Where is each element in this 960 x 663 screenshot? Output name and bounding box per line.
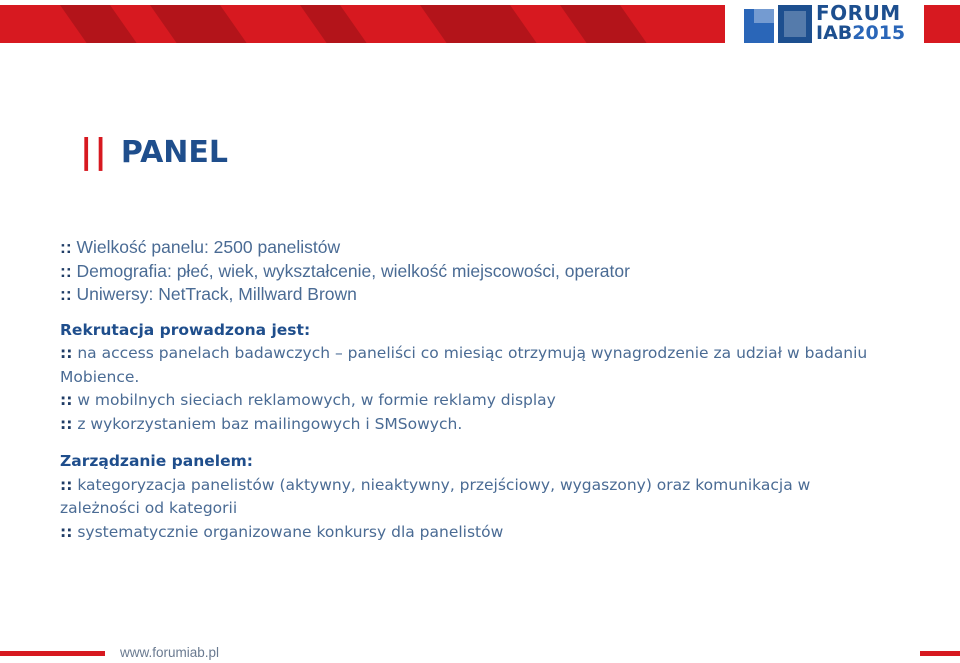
logo-line2-prefix: IAB	[816, 22, 853, 44]
bullet-marker: ::	[60, 237, 72, 257]
bullet-marker: ::	[60, 414, 73, 433]
list-item-text: na access panelach badawczych – paneliści co miesiąc otrzymują wynagrodzenie za udział w badaniu Mobience.	[60, 344, 868, 386]
management-title: Zarządzanie panelem:	[60, 452, 253, 470]
bullet-marker: ::	[60, 391, 73, 409]
list-item-text: Demografia: płeć, wiek, wykształcenie, wielkość miejscowości, operator	[71, 260, 630, 281]
list-item	[60, 389, 880, 413]
footer-red-bar-left	[0, 651, 105, 656]
list-item	[60, 236, 880, 260]
banner-stripe	[300, 5, 367, 43]
footer-red-bar-right	[920, 651, 960, 656]
list-item-text: w mobilnych sieciach reklamowych, w formie reklamy display	[72, 391, 556, 409]
bullet-marker: ::	[60, 522, 73, 541]
slide-heading	[80, 132, 228, 172]
banner-stripe	[60, 5, 137, 43]
list-item-text: Uniwersy: NetTrack, Millward Brown	[71, 284, 357, 304]
logo-text	[816, 3, 905, 43]
heading-marker: ||	[80, 132, 109, 172]
spacer	[60, 307, 880, 319]
banner-stripe	[150, 5, 247, 43]
footer-url: www.forumiab.pl	[120, 645, 220, 660]
recruitment-title: Rekrutacja prowadzona jest:	[60, 320, 311, 339]
list-item	[60, 521, 880, 545]
list-item	[60, 260, 880, 284]
forum-iab-logo-mark-icon	[744, 5, 812, 43]
forum-iab-logo	[744, 1, 960, 47]
list-item-text: Wielkość panelu: 2500 panelistów	[71, 237, 341, 257]
bullet-marker: ::	[60, 260, 72, 281]
logo-red-bar	[924, 5, 960, 43]
bullet-marker: ::	[60, 475, 73, 494]
list-item-text: z wykorzystaniem baz mailingowych i SMSowych.	[72, 414, 463, 433]
management-section	[60, 450, 880, 544]
list-item	[60, 283, 880, 307]
bullet-marker: ::	[60, 344, 73, 362]
intro-list	[60, 236, 880, 307]
list-item-text: kategoryzacja panelistów (aktywny, nieaktywny, przejściowy, wygaszony) oraz komunikacja w zależności od kategorii	[60, 475, 811, 517]
bullet-marker: ::	[60, 284, 72, 304]
list-item	[60, 342, 880, 389]
list-item	[60, 413, 880, 437]
banner-stripe	[560, 5, 647, 43]
slide-content	[60, 236, 880, 544]
page-title: PANEL	[120, 134, 229, 170]
list-item	[60, 474, 880, 521]
logo-line1: FORUM	[816, 1, 901, 25]
banner-stripe	[420, 5, 537, 43]
list-item-text: systematycznie organizowane konkursy dla panelistów	[72, 522, 504, 541]
spacer	[60, 436, 880, 450]
recruitment-section	[60, 319, 880, 437]
logo-line2	[816, 23, 905, 43]
top-banner	[0, 5, 725, 43]
logo-line2-year: 2015	[852, 22, 906, 44]
